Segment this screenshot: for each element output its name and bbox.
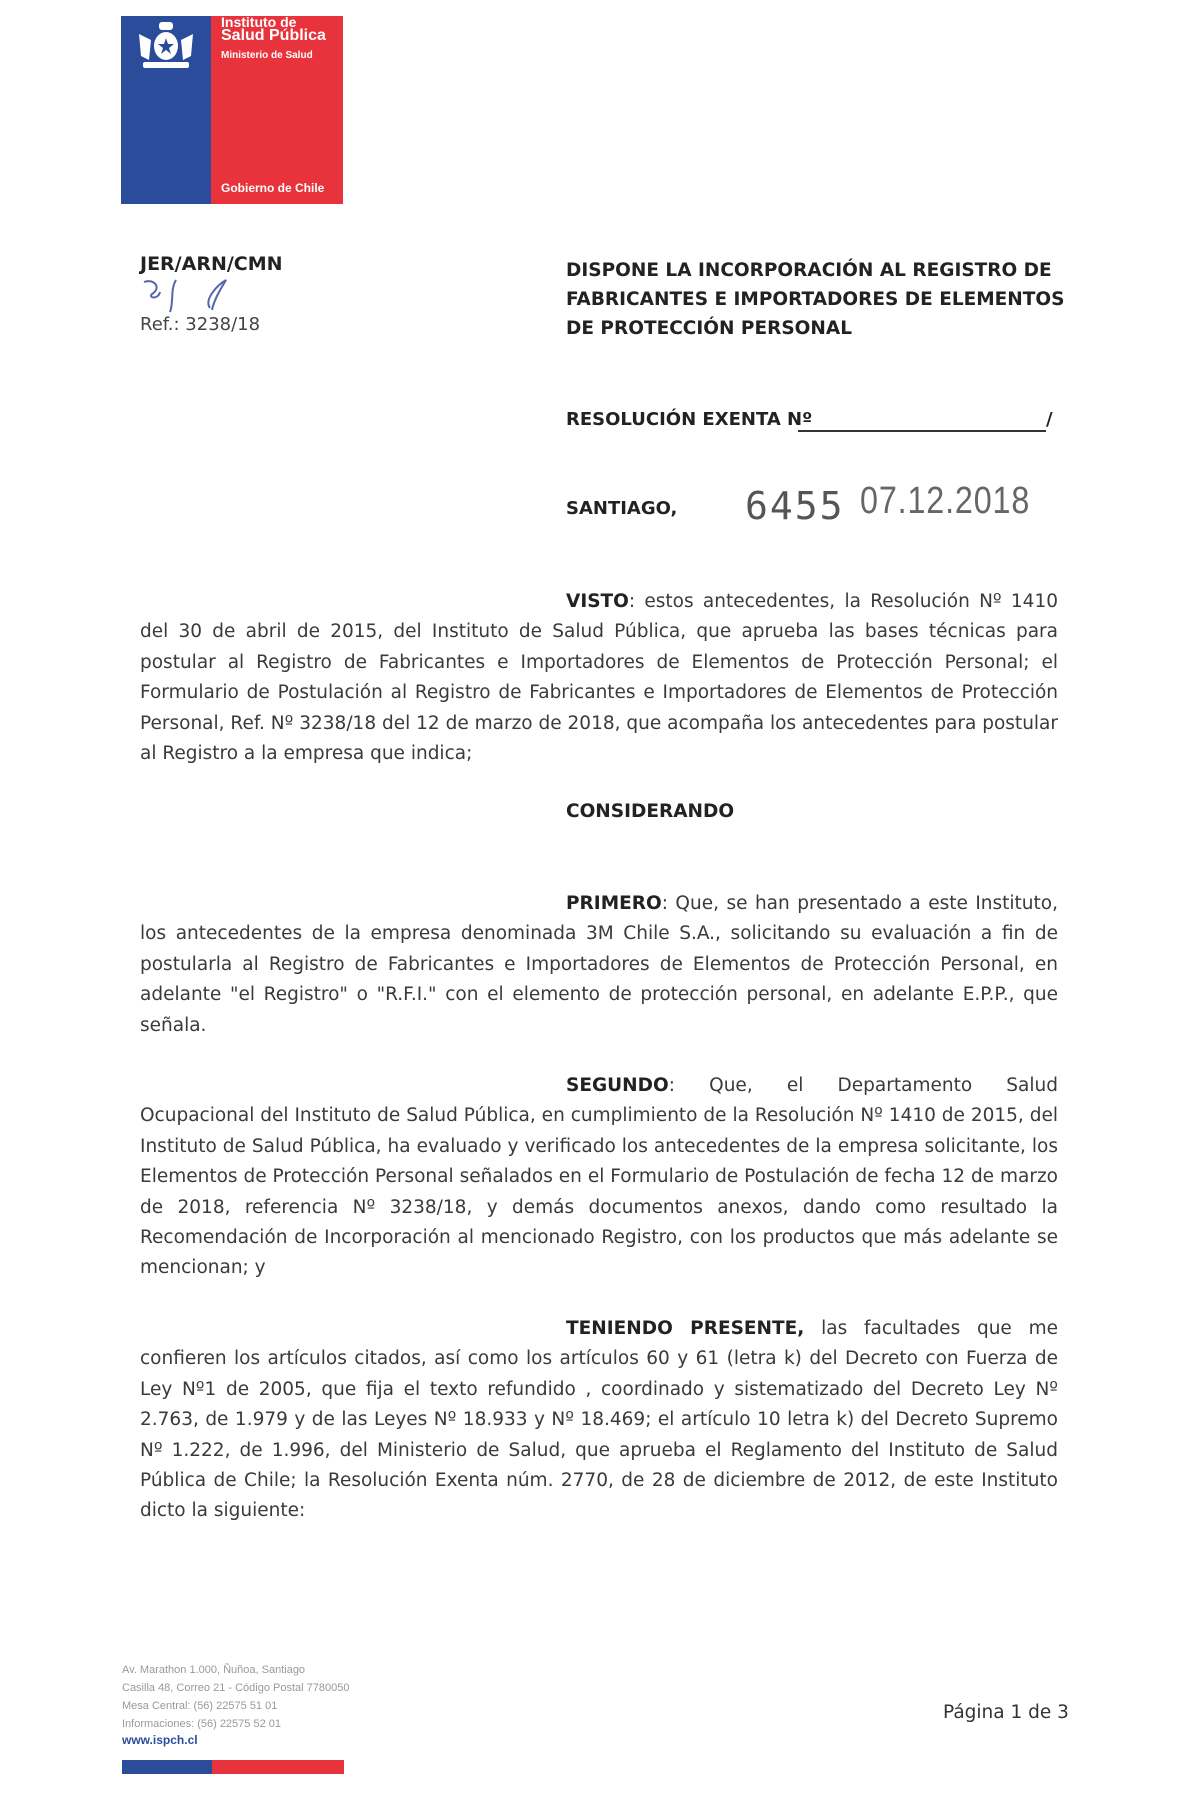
primero-text: : Que, se han presentado a este Instituto, los antecedentes de la empresa denominada 3M Chile S.A., solicitando su evaluación a fin de postularla al Registro de Fabricantes e Importadores de Elementos de Protección Personal, en adelante "el Registro" o "R.F.I." con el elemento de protección personal, en adelante E.P.P., que señala. xyxy=(140,893,1058,1036)
footer-address-line: Casilla 48, Correo 21 - Código Postal 7780050 xyxy=(122,1682,350,1694)
logo-line-1: Instituto de xyxy=(221,14,297,30)
footer-address-line: Av. Marathon 1.000, Ñuñoa, Santiago xyxy=(122,1664,306,1676)
stamp-date: 07.12.2018 xyxy=(860,480,1031,522)
resolution-slash: / xyxy=(1046,409,1053,430)
segundo-text: : Que, el Departamento Salud Ocupacional del Instituto de Salud Pública, en cumplimiento de la Resolución Nº 1410 de 2015, del Instituto de Salud Pública, ha evaluado y verificado los antecedentes de la empresa solicitante, los Elementos de Protección Personal señalados en el Formulario de Postulación de fecha 12 de marzo de 2018, referencia Nº 3238/18, y demás documentos anexos, dando como resultado la Recomendación de Incorporación al mencionado Registro, con los productos que más adelante se mencionan; y xyxy=(140,1075,1058,1279)
visto-paragraph xyxy=(140,587,1058,769)
considerando-heading: CONSIDERANDO xyxy=(566,801,735,822)
visto-text: : estos antecedentes, la Resolución Nº 1410 del 30 de abril de 2015, del Instituto de Salud Pública, que aprueba las bases técnicas para postular al Registro de Fabricantes e Importadores de Elementos de Protección Personal; el Formulario de Postulación al Registro de Fabricantes e Importadores de Elementos de Protección Personal, Ref. Nº 3238/18 del 12 de marzo de 2018, que acompaña los antecedentes para postular al Registro a la empresa que indica; xyxy=(140,591,1058,765)
teniendo-presente-text: las facultades que me confieren los artículos citados, así como los artículos 60 y 61 (letra k) del Decreto con Fuerza de Ley Nº1 de 2005, que fija el texto refundido , coordinado y sistematizado del Decreto Ley Nº 2.763, de 1.979 y de las Leyes Nº 18.933 y Nº 18.469; el artículo 10 letra k) del Decreto Supremo Nº 1.222, de 1.996, del Ministerio de Salud, que aprueba el Reglamento del Instituto de Salud Pública de Chile; la Resolución Exenta núm. 2770, de 28 de diciembre de 2012, de este Instituto dicto la siguiente: xyxy=(140,1318,1058,1522)
logo-line-3: Ministerio de Salud xyxy=(221,50,313,61)
document-title: DISPONE LA INCORPORACIÓN AL REGISTRO DE FABRICANTES E IMPORTADORES DE ELEMENTOS DE PROTECCIÓN PERSONAL xyxy=(566,260,1065,339)
institution-logo xyxy=(121,16,343,204)
city-label: SANTIAGO, xyxy=(566,498,678,519)
logo-blue-panel xyxy=(121,16,211,204)
teniendo-presente-paragraph xyxy=(140,1314,1058,1527)
primero-heading: PRIMERO xyxy=(566,893,662,914)
logo-government: Gobierno de Chile xyxy=(221,181,325,195)
coat-of-arms-icon xyxy=(133,20,199,72)
footer-phone-line: Mesa Central: (56) 22575 51 01 xyxy=(122,1700,278,1712)
stamp-number: 6455 xyxy=(745,484,845,528)
footer-phone-line: Informaciones: (56) 22575 52 01 xyxy=(122,1718,281,1730)
footer-website-link[interactable]: www.ispch.cl xyxy=(122,1733,198,1747)
resolution-label: RESOLUCIÓN EXENTA Nº xyxy=(566,409,813,430)
logo-red-panel xyxy=(211,16,343,204)
handwritten-signature-icon xyxy=(140,276,270,316)
footer-address xyxy=(122,1661,349,1733)
reference-number: Ref.: 3238/18 xyxy=(140,314,261,335)
reference-initials: JER/ARN/CMN xyxy=(140,253,283,275)
footer-color-bar xyxy=(122,1760,344,1774)
segundo-heading: SEGUNDO xyxy=(566,1075,669,1096)
segundo-paragraph xyxy=(140,1071,1058,1284)
primero-paragraph xyxy=(140,889,1058,1041)
teniendo-presente-heading: TENIENDO PRESENTE, xyxy=(566,1318,805,1339)
resolution-number-line xyxy=(798,430,1046,432)
logo-line-2: Salud Pública xyxy=(221,27,326,44)
visto-heading: VISTO xyxy=(566,591,629,612)
page-number: Página 1 de 3 xyxy=(943,1702,1069,1723)
